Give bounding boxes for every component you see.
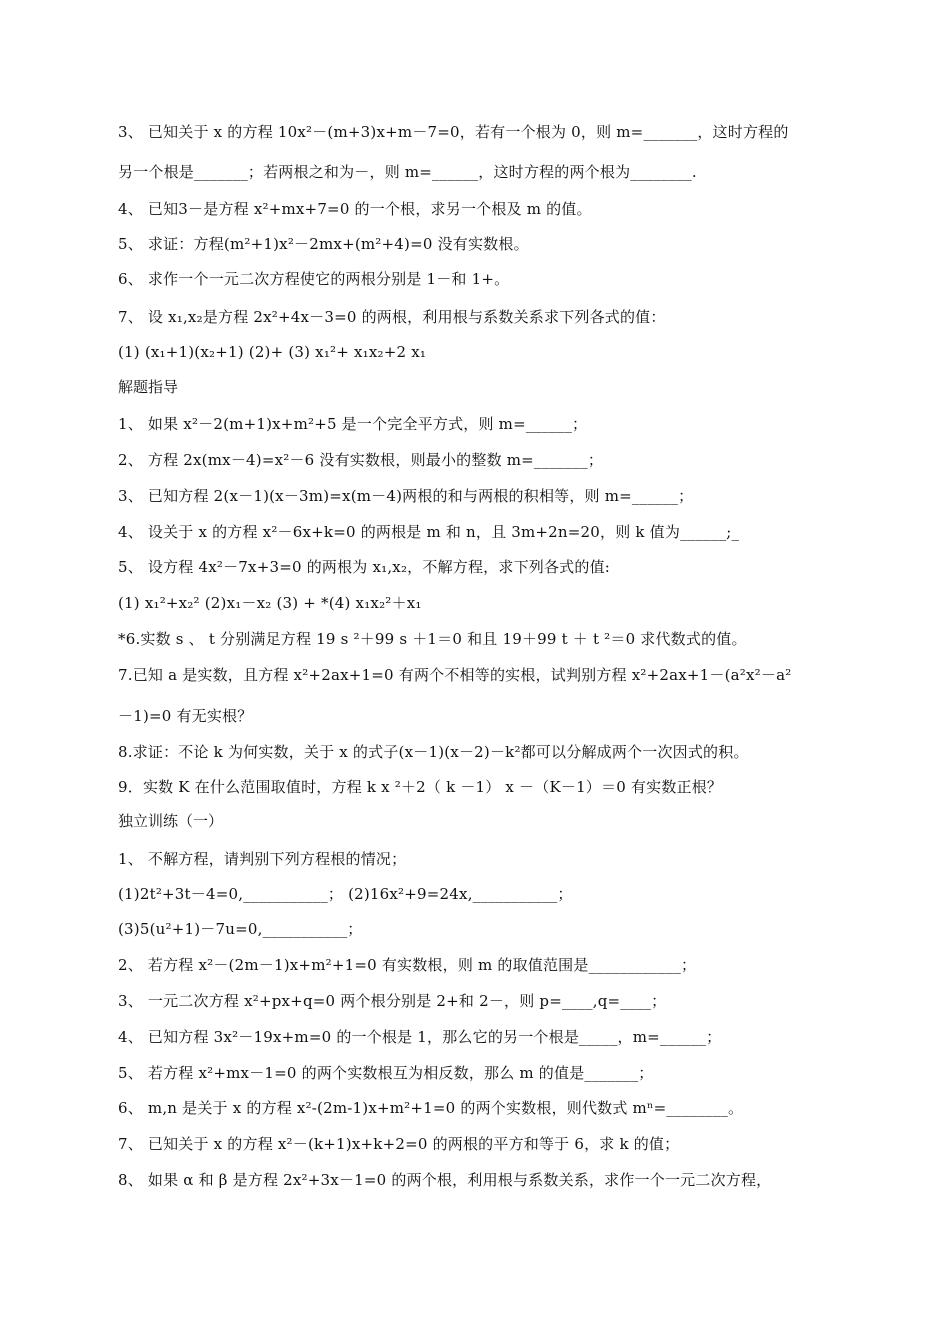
training-5: 5、 若方程 x²+mx－1=0 的两个实数根互为相反数，那么 m 的值是_______； [118, 1064, 654, 1082]
guidance-2: 2、 方程 2x(mx－4)=x²－6 没有实数根，则最小的整数 m=_______； [118, 451, 604, 469]
problem-7-parts: (1) (x₁+1)(x₂+1) (2)+ (3) x₁²+ x₁x₂+2 x₁ [118, 343, 427, 361]
guidance-9: 9．实数 K 在什么范围取值时，方程 k x ²＋2（ k －1） x －（K－1）＝0 有实数正根？ [118, 778, 723, 796]
training-4: 4、 已知方程 3x²－19x+m=0 的一个根是 1，那么它的另一个根是_____，m=______； [118, 1028, 722, 1046]
training-6: 6、 m,n 是关于 x 的方程 x²-(2m-1)x+m²+1=0 的两个实数根，则代数式 mⁿ=________。 [118, 1099, 744, 1117]
problem-6: 6、 求作一个一元二次方程使它的两根分别是 1－和 1+。 [118, 270, 510, 288]
training-1-parts-a: (1)2t²+3t－4=0,___________； (2)16x²+9=24x,___________； [118, 885, 573, 903]
training-3: 3、 一元二次方程 x²+px+q=0 两个根分别是 2+和 2－，则 p=____,q=____； [118, 992, 667, 1010]
training-7: 7、 已知关于 x 的方程 x²－(k+1)x+k+2=0 的两根的平方和等于 6，求 k 的值； [118, 1135, 680, 1153]
guidance-5: 5、 设方程 4x²－7x+3=0 的两根为 x₁,x₂，不解方程，求下列各式的值: [118, 558, 611, 576]
training-1-parts-b: (3)5(u²+1)－7u=0,___________； [118, 920, 363, 938]
guidance-8: 8.求证：不论 k 为何实数，关于 x 的式子(x－1)(x－2)－k²都可以分解成两个一次因式的积。 [118, 743, 749, 761]
problem-3-line-1: 3、 已知关于 x 的方程 10x²－(m+3)x+m－7=0，若有一个根为 0，则 m=_______，这时方程的 [118, 123, 789, 141]
training-2: 2、 若方程 x²－(2m－1)x+m²+1=0 有实数根，则 m 的取值范围是____________； [118, 956, 697, 974]
guidance-7-line-1: 7.已知 a 是实数，且方程 x²+2ax+1=0 有两个不相等的实根，试判别方程 x²+2ax+1－(a²x²－a² [118, 666, 792, 684]
guidance-5-parts: (1) x₁²+x₂² (2)x₁－x₂ (3) + *(4) x₁x₂²＋x₁ [118, 594, 422, 612]
guidance-1: 1、 如果 x²－2(m+1)x+m²+5 是一个完全平方式，则 m=______； [118, 415, 588, 433]
section-heading-training: 独立训练（一） [118, 812, 224, 830]
problem-7: 7、 设 x₁,x₂是方程 2x²+4x－3=0 的两根，利用根与系数关系求下列各式的值： [118, 308, 666, 326]
guidance-4: 4、 设关于 x 的方程 x²－6x+k=0 的两根是 m 和 n，且 3m+2n=20，则 k 值为______;_ [118, 523, 740, 541]
training-8: 8、 如果 α 和 β 是方程 2x²+3x－1=0 的两个根，利用根与系数关系，求作一个一元二次方程， [118, 1171, 772, 1189]
guidance-6: *6.实数 s 、 t 分别满足方程 19 s ²＋99 s ＋1＝0 和且 19＋99 t ＋ t ²＝0 求代数式的值。 [118, 630, 747, 648]
problem-5: 5、 求证：方程(m²+1)x²－2mx+(m²+4)=0 没有实数根。 [118, 235, 529, 253]
training-1: 1、 不解方程，请判别下列方程根的情况； [118, 850, 407, 868]
section-heading-guidance: 解题指导 [118, 378, 179, 396]
guidance-7-line-2: －1)=0 有无实根？ [118, 707, 253, 725]
guidance-3: 3、 已知方程 2(x－1)(x－3m)=x(m－4)两根的和与两根的积相等，则 m=______； [118, 487, 694, 505]
problem-4: 4、 已知3－是方程 x²+mx+7=0 的一个根，求另一个根及 m 的值。 [118, 200, 592, 218]
problem-3-line-2: 另一个根是_______；若两根之和为－，则 m=______，这时方程的两个根为________. [118, 163, 697, 181]
